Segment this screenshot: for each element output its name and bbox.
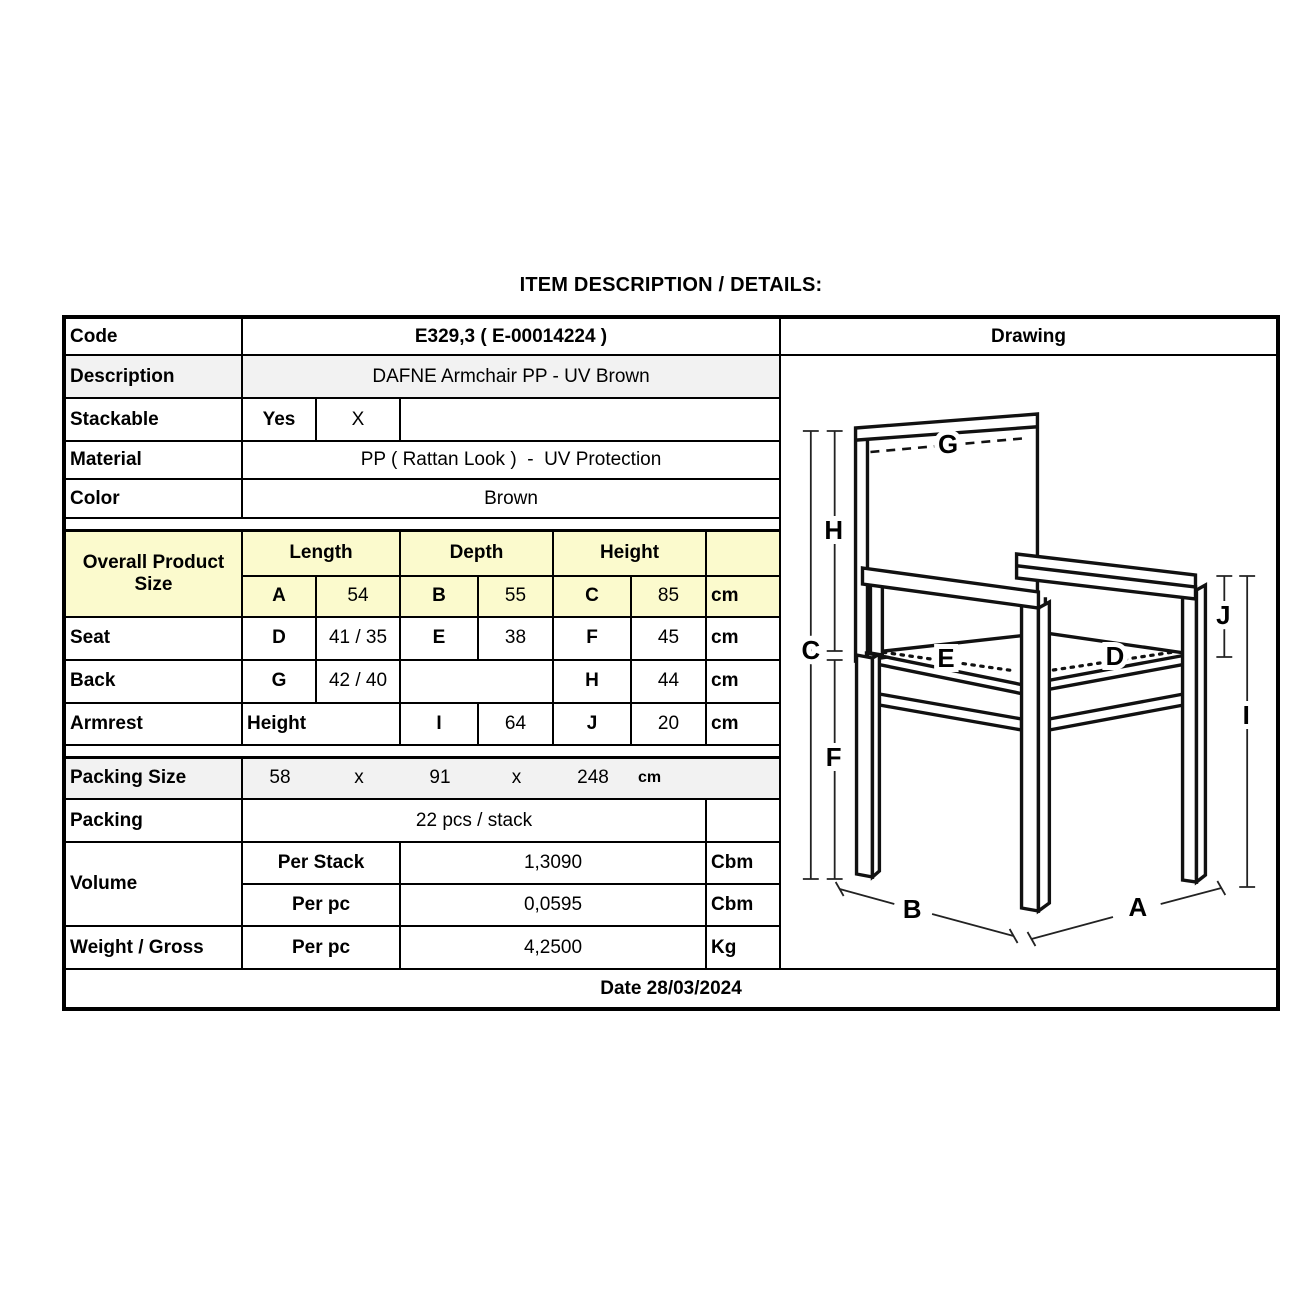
seat-key-d: D — [242, 617, 316, 660]
stackable-yes: Yes — [242, 398, 316, 441]
packing-dim-3: 248 — [577, 767, 609, 789]
back-label: Back — [64, 660, 242, 703]
weight-value: 4,2500 — [400, 926, 706, 969]
weight-unit: Kg — [706, 926, 780, 969]
overall-val-b: 55 — [478, 576, 553, 617]
packing-value: 22 pcs / stack — [242, 799, 706, 842]
dim-label-E: E — [937, 644, 955, 674]
overall-key-b: B — [400, 576, 478, 617]
dim-label-I: I — [1242, 701, 1250, 731]
volume-stack-unit: Cbm — [706, 842, 780, 884]
dim-label-A: A — [1128, 893, 1148, 923]
drawing-cell — [780, 355, 1278, 969]
back-unit: cm — [706, 660, 780, 703]
separator-cell — [64, 745, 780, 758]
page-title: ITEM DESCRIPTION / DETAILS: — [519, 274, 823, 296]
description-label: Description — [64, 355, 242, 398]
overall-size-label — [64, 531, 242, 617]
volume-label: Volume — [64, 842, 242, 926]
armrest-unit: cm — [706, 703, 780, 745]
dim-label-G: G — [937, 430, 959, 460]
packing-empty — [706, 799, 780, 842]
date-value: Date 28/03/2024 — [64, 969, 1278, 1009]
packing-label: Packing — [64, 799, 242, 842]
packing-size-value — [242, 757, 780, 799]
overall-key-a: A — [242, 576, 316, 617]
weight-key: Per pc — [242, 926, 400, 969]
drawing-header: Drawing — [780, 317, 1278, 355]
armrest-val-i: 64 — [478, 703, 553, 745]
volume-pc-key: Per pc — [242, 884, 400, 926]
stackable-mark: X — [316, 398, 400, 441]
code-label: Code — [64, 317, 242, 355]
dim-label-C: C — [801, 636, 821, 666]
color-label: Color — [64, 479, 242, 518]
back-key-g: G — [242, 660, 316, 703]
overall-val-c: 85 — [631, 576, 706, 617]
dim-label-J: J — [1216, 601, 1231, 631]
col-header-length: Length — [242, 531, 400, 576]
armrest-height-label: Height — [242, 703, 400, 745]
seat-key-e: E — [400, 617, 478, 660]
material-label: Material — [64, 441, 242, 479]
description-value: DAFNE Armchair PP - UV Brown — [242, 355, 780, 398]
armrest-key-i: I — [400, 703, 478, 745]
packing-size-label: Packing Size — [64, 757, 242, 799]
back-val-h: 44 — [631, 660, 706, 703]
packing-size-unit: cm — [638, 769, 662, 787]
stackable-empty — [400, 398, 780, 441]
packing-x-1: x — [354, 767, 364, 789]
overall-unit: cm — [706, 576, 780, 617]
material-value: PP ( Rattan Look ) - UV Protection — [242, 441, 780, 479]
overall-size-label-line2: Size — [134, 573, 173, 595]
back-key-h: H — [553, 660, 631, 703]
separator-cell — [64, 518, 780, 531]
seat-key-f: F — [553, 617, 631, 660]
row-code — [64, 317, 1278, 355]
dim-label-B: B — [902, 895, 922, 925]
overall-size-label-line1: Overall Product — [82, 551, 225, 573]
col-header-empty — [706, 531, 780, 576]
stackable-label: Stackable — [64, 398, 242, 441]
volume-pc-value: 0,0595 — [400, 884, 706, 926]
dim-label-F: F — [825, 743, 842, 773]
seat-val-f: 45 — [631, 617, 706, 660]
armrest-label: Armrest — [64, 703, 242, 745]
volume-stack-value: 1,3090 — [400, 842, 706, 884]
col-header-height: Height — [553, 531, 706, 576]
color-value: Brown — [242, 479, 780, 518]
seat-val-d: 41 / 35 — [316, 617, 400, 660]
seat-label: Seat — [64, 617, 242, 660]
packing-dim-1: 58 — [269, 767, 291, 789]
code-value: E329,3 ( E-00014224 ) — [242, 317, 780, 355]
back-empty — [400, 660, 553, 703]
back-val-g: 42 / 40 — [316, 660, 400, 703]
dim-label-H: H — [824, 516, 844, 546]
packing-size-values — [243, 767, 779, 789]
armrest-val-j: 20 — [631, 703, 706, 745]
spec-table — [62, 315, 1280, 1011]
packing-x-2: x — [511, 767, 522, 789]
overall-key-c: C — [553, 576, 631, 617]
weight-label: Weight / Gross — [64, 926, 242, 969]
packing-dim-2: 91 — [429, 767, 451, 789]
dim-label-D: D — [1105, 642, 1125, 672]
col-header-depth: Depth — [400, 531, 553, 576]
volume-pc-unit: Cbm — [706, 884, 780, 926]
overall-val-a: 54 — [316, 576, 400, 617]
volume-stack-key: Per Stack — [242, 842, 400, 884]
armrest-key-j: J — [553, 703, 631, 745]
seat-unit: cm — [706, 617, 780, 660]
row-date — [64, 969, 1278, 1009]
seat-val-e: 38 — [478, 617, 553, 660]
chair-technical-drawing — [781, 356, 1276, 968]
row-description — [64, 355, 1278, 398]
